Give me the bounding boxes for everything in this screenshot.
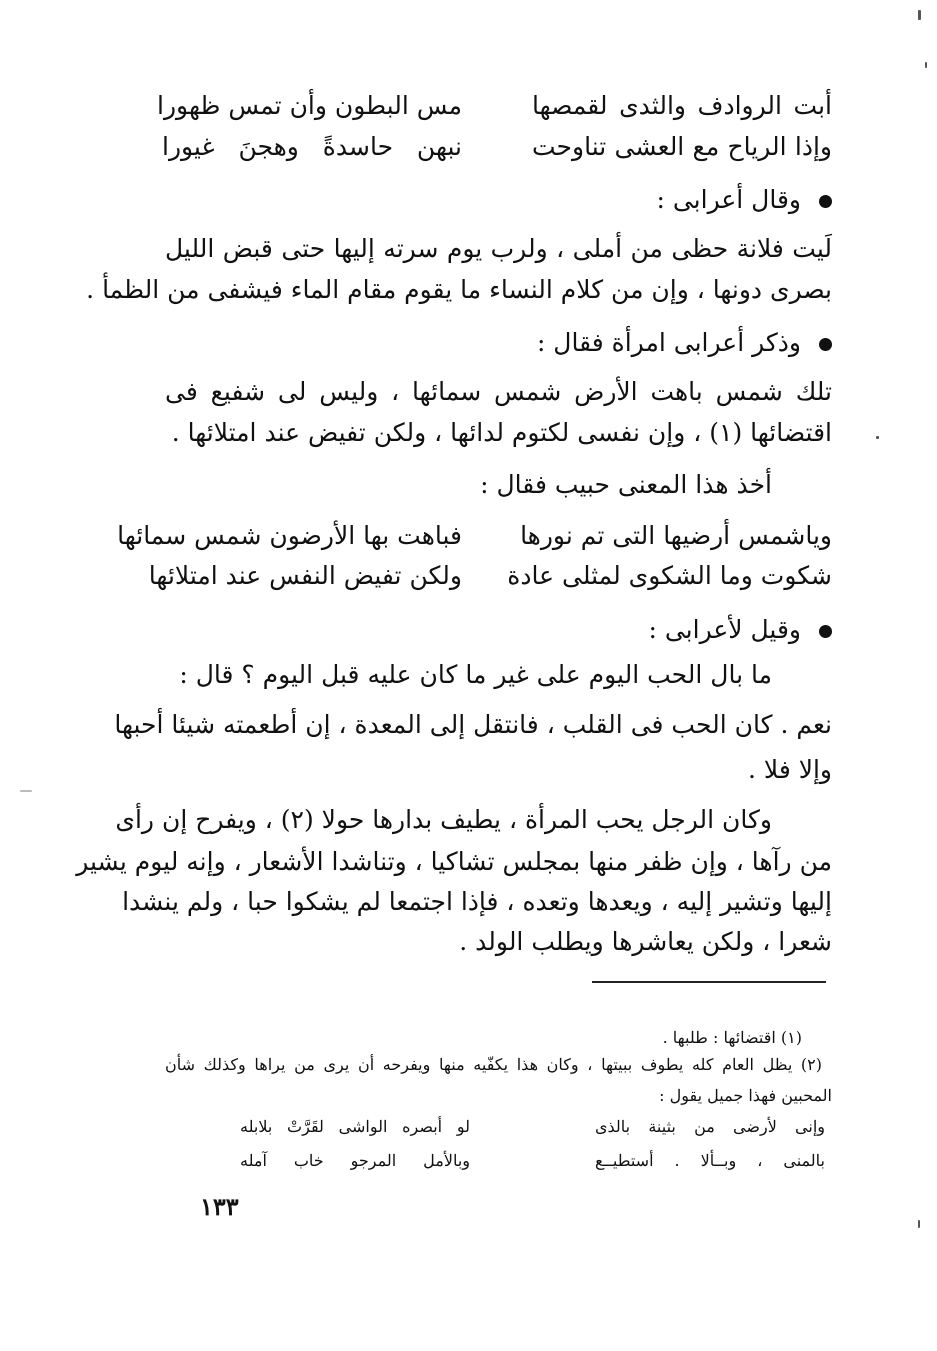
verse-hemistich: مس البطون وأن تمس ظهورا (157, 91, 462, 120)
footnote: المحبين فهذا جميل يقول : (659, 1086, 832, 1105)
verse-hemistich: شكوت وما الشكوى لمثلى عادة (507, 561, 832, 590)
bullet-icon (819, 625, 832, 638)
scan-speck (20, 790, 32, 792)
footnote: (١) اقتضائها : طلبها . (662, 1028, 802, 1047)
heading-text: وذكر أعرابى امرأة فقال : (536, 328, 801, 357)
verse-hemistich: لو أبصره الواشى لقَرَّتْ بلابله (240, 1117, 470, 1136)
section-heading (537, 323, 832, 363)
section-heading (648, 610, 832, 650)
verse-line (162, 127, 832, 167)
paragraph-line: من رآها ، وإن ظفر منها بمجلس تشاكيا ، وتناشدا الأشعار ، وإنه ليوم يشير (76, 847, 832, 876)
scan-speck (918, 1220, 920, 1228)
verse-hemistich: وبالأمل المرجو خاب آمله (240, 1151, 470, 1170)
verse-hemistich: وياشمس أرضيها التى تم نورها (520, 521, 832, 550)
verse-hemistich: نبهن حاسدةً وهجنَ غيورا (162, 132, 462, 161)
paragraph-line: تلك شمس باهت الأرض شمس سمائها ، وليس لى شفيع فى (165, 377, 832, 406)
paragraph-line: إليها وتشير إليه ، ويعدها وتعده ، فإذا اجتمعا لم يشكوا حبا ، ولم ينشدا (122, 887, 832, 916)
footnote-verse-line (240, 1112, 825, 1142)
paragraph-line: لَيت فلانة حظى من أملى ، ولرب يوم سرته إليها حتى قبض الليل (165, 234, 832, 263)
heading-text: وقيل لأعرابى : (648, 615, 801, 644)
paragraph-line: شعرا ، ولكن يعاشرها ويطلب الولد . (459, 927, 832, 956)
paragraph-line: وكان الرجل يحب المرأة ، يطيف بدارها حولا (٢) ، ويفرح إن رأى (115, 805, 772, 834)
heading-text: وقال أعرابى : (656, 185, 801, 214)
verse-line (148, 556, 832, 596)
page-number: ١٣٣ (200, 1192, 239, 1221)
verse-hemistich: بالمنى ، وبــألا . أستطيــع (595, 1151, 825, 1170)
section-heading (656, 180, 832, 220)
bullet-icon (819, 195, 832, 208)
footnote: (٢) يظل العام كله يطوف ببيتها ، وكان هذا يكفّيه منها ويفرحه أن يرى من يراها وكذلك شأن (165, 1055, 822, 1074)
paragraph-line: ما بال الحب اليوم على غير ما كان عليه قبل اليوم ؟ قال : (179, 660, 772, 689)
scan-speck (876, 436, 879, 439)
scan-speck (918, 10, 921, 20)
verse-hemistich: وإذا الرياح مع العشى تناوحت (532, 132, 832, 161)
verse-hemistich: أبت الروادف والثدى لقمصها (532, 91, 832, 120)
bullet-icon (819, 338, 832, 351)
paragraph-line: بصرى دونها ، وإن من كلام النساء ما يقوم مقام الماء فيشفى من الظمأ . (86, 275, 832, 304)
footnote-divider (592, 981, 826, 983)
scan-speck (925, 62, 927, 68)
paragraph-line: وإلا فلا . (748, 755, 832, 784)
verse-hemistich: ولكن تفيض النفس عند امتلائها (148, 561, 462, 590)
verse-hemistich: وإنى لأرضى من بثينة بالذى (595, 1117, 825, 1136)
paragraph-line: اقتضائها (١) ، وإن نفسى لكتوم لدائها ، ولكن تفيض عند امتلائها . (171, 418, 832, 447)
verse-line (117, 516, 832, 556)
paragraph-line: نعم . كان الحب فى القلب ، فانتقل إلى المعدة ، إن أطعمته شيئا أحبها (114, 710, 832, 739)
verse-hemistich: فباهت بها الأرضون شمس سمائها (117, 521, 462, 550)
verse-line (157, 86, 832, 126)
paragraph-line: أخذ هذا المعنى حبيب فقال : (480, 470, 772, 499)
footnote-verse-line (240, 1146, 825, 1176)
